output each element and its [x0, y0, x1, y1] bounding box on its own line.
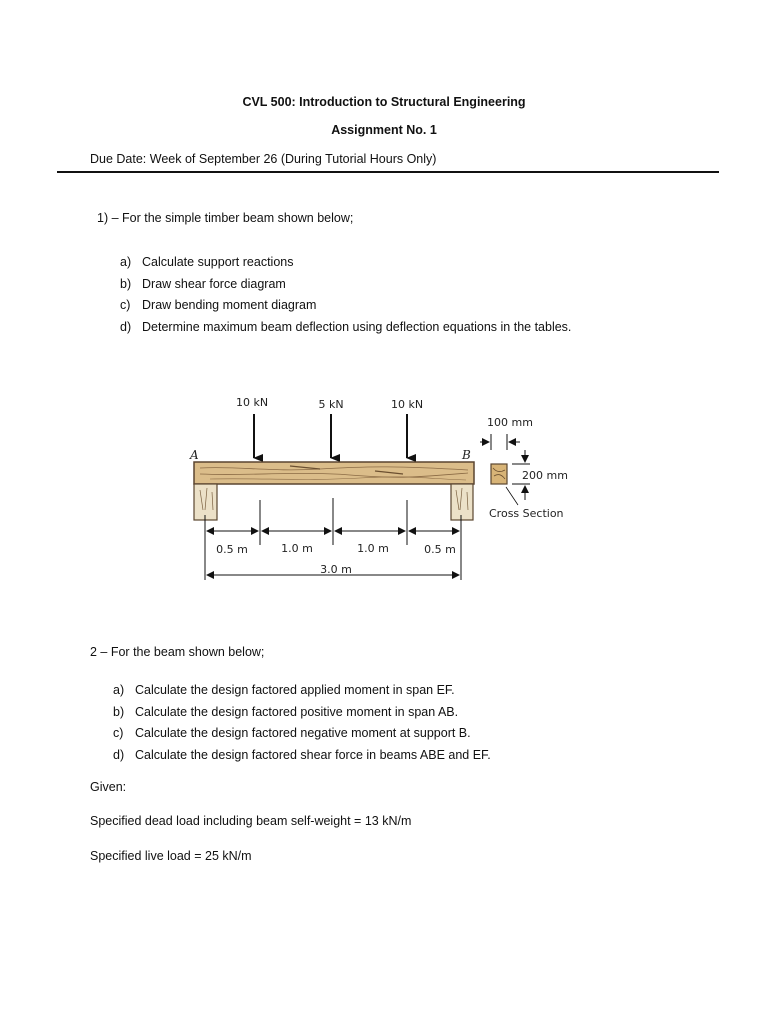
list-item	[113, 723, 491, 745]
load-label: 5 kN	[318, 398, 344, 411]
list-item	[120, 274, 571, 296]
item-text: Calculate support reactions	[142, 255, 294, 269]
dead-load-text: Specified dead load including beam self-weight = 13 kN/m	[90, 814, 412, 828]
item-text: Calculate the design factored positive moment in span AB.	[135, 704, 459, 719]
item-label: a)	[113, 683, 125, 697]
item-text: Calculate the design factored shear force in beams ABE and EF.	[135, 747, 491, 762]
section-caption: Cross Section	[489, 507, 564, 520]
given-label: Given:	[90, 780, 127, 794]
item-label: b)	[120, 276, 132, 291]
question2-list	[113, 680, 491, 766]
cross-section	[480, 416, 568, 520]
due-date: Due Date: Week of September 26 (During Tutorial Hours Only)	[90, 152, 437, 166]
question1-prompt: 1) – For the simple timber beam shown below;	[97, 211, 354, 225]
support-b	[451, 484, 473, 520]
item-label: b)	[113, 704, 125, 719]
span-label: 1.0 m	[281, 542, 313, 555]
item-label: c)	[120, 298, 131, 313]
question2-prompt: 2 – For the beam shown below;	[90, 645, 265, 659]
header-divider	[57, 171, 719, 173]
list-item	[120, 317, 571, 339]
list-item	[120, 295, 571, 317]
list-item	[113, 745, 491, 767]
item-text: Draw shear force diagram	[142, 276, 286, 291]
assignment-title: Assignment No. 1	[331, 123, 437, 137]
question1-list	[120, 252, 571, 339]
section-width-label: 100 mm	[487, 416, 533, 429]
load-label: 10 kN	[235, 396, 269, 409]
list-item	[120, 252, 571, 274]
total-span-label: 3.0 m	[320, 563, 352, 576]
item-label: c)	[113, 726, 124, 740]
section-height-label: 200 mm	[522, 469, 568, 482]
timber-beam	[194, 462, 474, 484]
item-text: Calculate the design factored negative moment at support B.	[135, 726, 471, 740]
item-label: a)	[120, 255, 132, 269]
timber-beam-figure	[0, 380, 768, 590]
span-label: 0.5 m	[216, 543, 248, 556]
load-label: 10 kN	[390, 398, 424, 411]
list-item	[113, 680, 491, 702]
span-label: 1.0 m	[357, 542, 389, 555]
list-item	[113, 702, 491, 724]
support-a	[194, 484, 217, 520]
item-text: Draw bending moment diagram	[142, 298, 317, 313]
span-label: 0.5 m	[424, 543, 456, 556]
item-text: Determine maximum beam deflection using deflection equations in the tables.	[142, 320, 572, 335]
item-label: d)	[120, 320, 132, 335]
support-label-a: A	[190, 448, 199, 462]
course-title: CVL 500: Introduction to Structural Engineering	[242, 95, 526, 109]
live-load-text: Specified live load = 25 kN/m	[90, 849, 252, 863]
item-text: Calculate the design factored applied moment in span EF.	[135, 683, 455, 697]
section-rectangle	[491, 464, 507, 484]
item-label: d)	[113, 747, 125, 762]
support-label-b: B	[462, 448, 471, 462]
